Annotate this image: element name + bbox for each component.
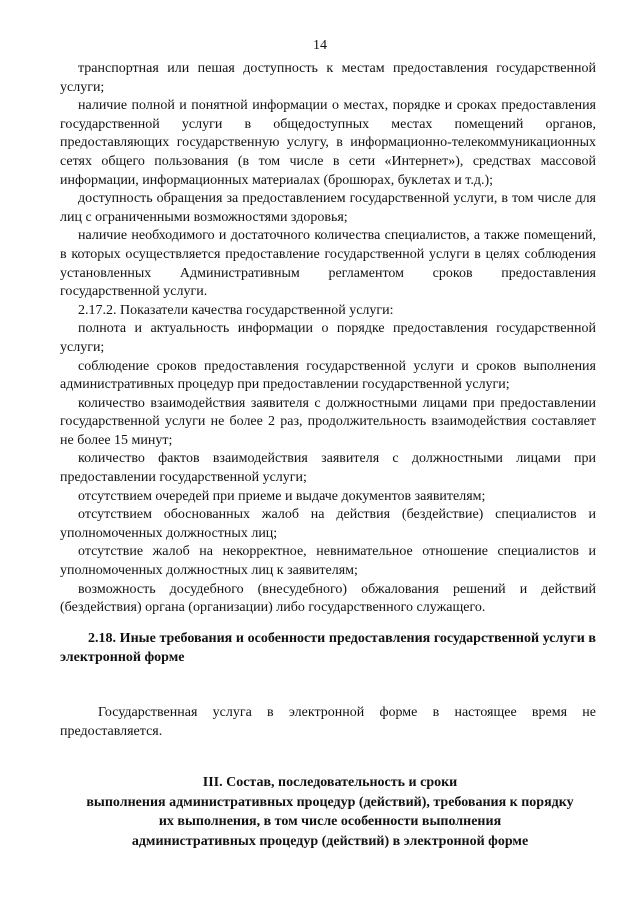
paragraph-information-availability: наличие полной и понятной информации о местах, порядке и сроках предоставления государственной услуги в общедоступных местах помещений органов, предоставляющих государственную услугу, в информационно-телекоммуникационных сетях общего пользования (в том числе в сети «Интернет»), средствах массовой информации, информационных материалах (брошюрах, буклетах и т.д.); — [60, 98, 596, 188]
chapter-3-title-line: административных процедур (действий) в электронной форме — [131, 833, 529, 849]
chapter-3-title-line: III. Состав, последовательность и сроки — [202, 775, 458, 790]
paragraph-transport-access: транспортная или пешая доступность к местам предоставления государственной услуги; — [60, 61, 596, 95]
paragraph-completeness: полнота и актуальность информации о порядке предоставления государственной услуги; — [60, 321, 596, 355]
paragraph-no-incorrect-attitude: отсутствие жалоб на некорректное, невнимательное отношение специалистов и уполномоченных должностных лиц к заявителям; — [60, 544, 596, 579]
paragraph-deadlines: соблюдение сроков предоставления государственной услуги и сроков выполнения административных процедур при предоставлении государственной услуги; — [60, 358, 596, 393]
subsection-2-17-2-heading: 2.17.2. Показатели качества государственной услуги: — [78, 302, 394, 318]
page-number: 14 — [313, 38, 327, 53]
body-text — [60, 60, 596, 618]
paragraph-no-justified-complaints: отсутствием обоснованных жалоб на действия (бездействие) специалистов и уполномоченных должностных лиц; — [60, 507, 596, 541]
chapter-3-title-line: выполнения административных процедур (действий), требования к порядку — [86, 794, 574, 810]
section-2-18-text: Государственная услуга в электронной форме в настоящее время не предоставляется. — [60, 705, 596, 739]
section-2-18-heading: 2.18. Иные требования и особенности предоставления государственной услуги в электронной форме — [60, 631, 596, 665]
paragraph-no-queues: отсутствием очередей при приеме и выдаче документов заявителям; — [78, 488, 486, 504]
paragraph-interaction-facts: количество фактов взаимодействия заявителя с должностными лицами при предоставлении государственной услуги; — [60, 451, 596, 486]
paragraph-specialists: наличие необходимого и достаточного количества специалистов, а также помещений, в которых осуществляется предоставление государственной услуги в целях соблюдения установленных Административным регламентом сроков предоставления государственной услуги. — [60, 228, 596, 300]
paragraph-interaction-count: количество взаимодействия заявителя с должностными лицами при предоставлении государственной услуги не более 2 раз, продолжительность взаимодействия составляет не более 15 минут; — [60, 395, 596, 448]
chapter-3-title-line: их выполнения, в том числе особенности выполнения — [158, 814, 502, 829]
chapter-3-title — [40, 773, 620, 851]
paragraph-pretrial-appeal: возможность досудебного (внесудебного) обжалования решений и действий (бездействия) органа (организации) либо государственного служащего. — [60, 581, 596, 616]
paragraph-accessibility: доступность обращения за предоставлением государственной услуги, в том числе для лиц с ограниченными возможностями здоровья; — [60, 191, 596, 225]
